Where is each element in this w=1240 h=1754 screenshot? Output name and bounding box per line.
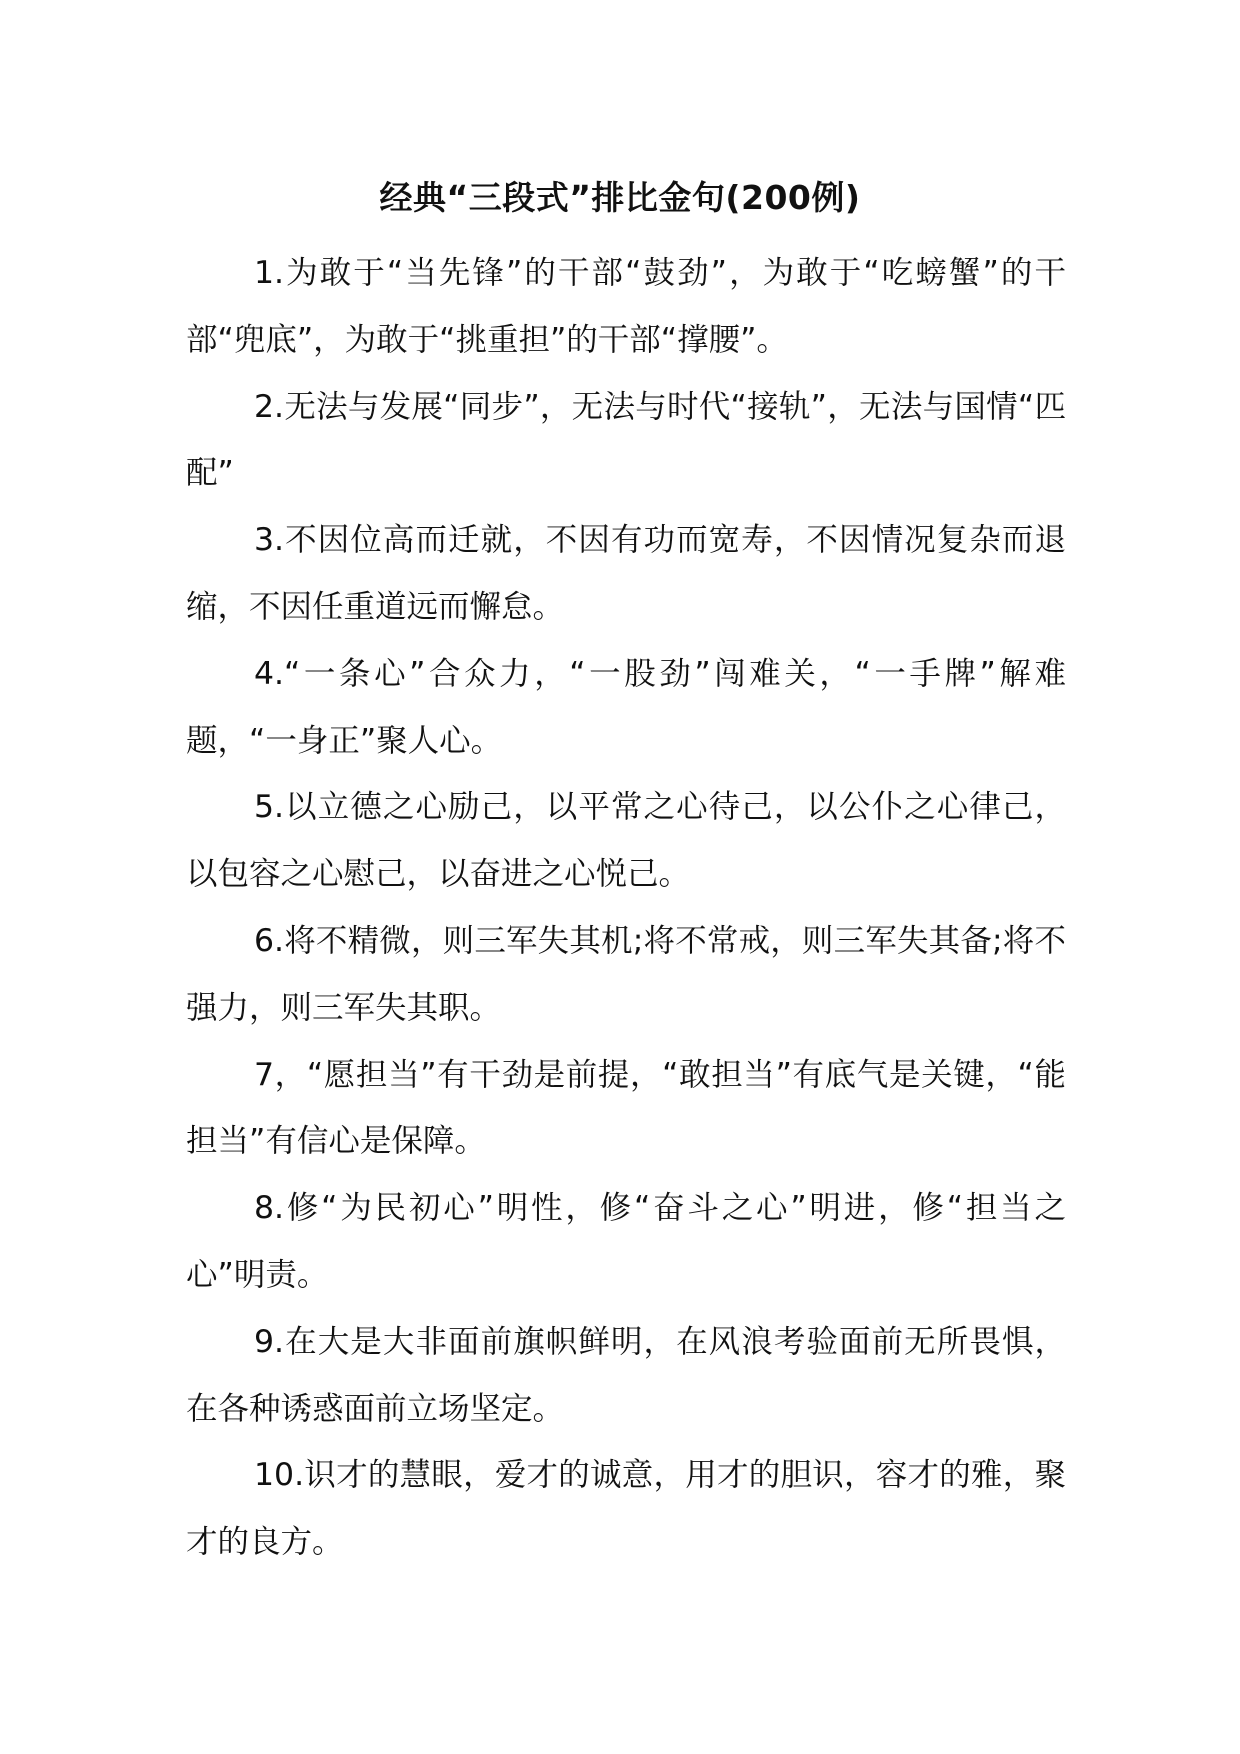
paragraph-3: 3.不因位高而迁就，不因有功而宽寿，不因情况复杂而退缩，不因任重道远而懈怠。: [186, 522, 1066, 625]
paragraph-8: 8.修“为民初心”明性，修“奋斗之心”明进，修“担当之心”明责。: [186, 1190, 1066, 1293]
paragraph-6: 6.将不精微，则三军失其机;将不常戒，则三军失其备;将不强力，则三军失其职。: [186, 922, 1066, 1026]
paragraph-2: 2.无法与发展“同步”，无法与时代“接轨”，无法与国情“匹配”: [186, 388, 1066, 492]
document-body: [186, 240, 1066, 1576]
paragraph-10: 10.识才的慧眼，爱才的诚意，用才的胆识，容才的雅，聚才的良方。: [186, 1457, 1066, 1561]
paragraph-1: 1.为敢于“当先锋”的干部“鼓劲”，为敢于“吃螃蟹”的干部“兜底”，为敢于“挑重担”的干部“撑腰”。: [186, 255, 1066, 358]
paragraph-5: 5.以立德之心励己，以平常之心待己，以公仆之心律己，以包容之心慰己，以奋进之心悦己。: [186, 789, 1066, 893]
paragraph-7: 7，“愿担当”有干劲是前提，“敢担当”有底气是关键，“能担当”有信心是保障。: [186, 1056, 1066, 1160]
paragraph-4: 4.“一条心”合众力，“一股劲”闯难关，“一手牌”解难题，“一身正”聚人心。: [186, 655, 1066, 759]
paragraph-9: 9.在大是大非面前旗帜鲜明，在风浪考验面前无所畏惧，在各种诱惑面前立场坚定。: [186, 1323, 1066, 1427]
document-title: 经典“三段式”排比金句(200例): [379, 178, 861, 217]
